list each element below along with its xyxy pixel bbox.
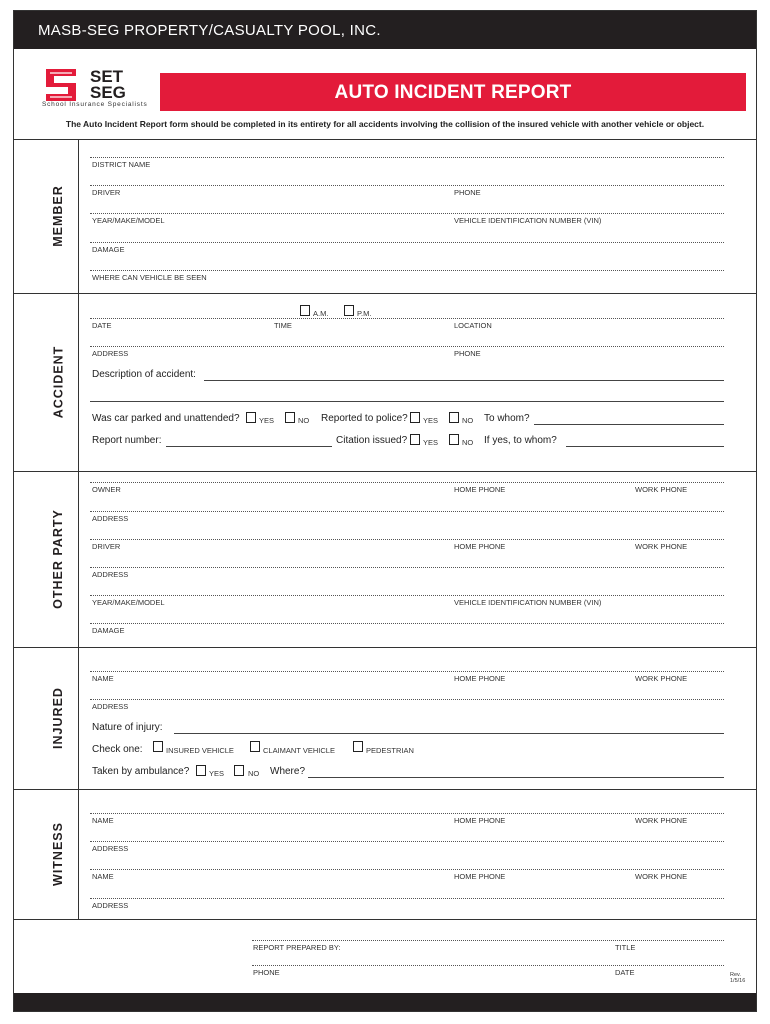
- pedestrian-label: PEDESTRIAN: [366, 746, 414, 755]
- section-label-accident: ACCIDENT: [51, 345, 65, 419]
- section-label-injured: INJURED: [51, 687, 65, 749]
- nature-of-injury-label: Nature of injury:: [92, 722, 163, 733]
- witness2-work-phone-label: WORK PHONE: [635, 872, 688, 881]
- if-yes-whom-line[interactable]: [566, 446, 724, 447]
- damage-label: DAMAGE: [92, 245, 125, 254]
- witness2-home-phone-label: HOME PHONE: [454, 872, 506, 881]
- citation-yes-label: YES: [423, 438, 439, 447]
- org-name: MASB-SEG PROPERTY/CASUALTY POOL, INC.: [38, 22, 381, 39]
- check-one-label: Check one:: [92, 744, 143, 755]
- logo-line2: SEG: [90, 83, 126, 102]
- nature-of-injury-line[interactable]: [174, 733, 724, 734]
- witness1-address-line[interactable]: [90, 841, 724, 842]
- insured-vehicle-label: INSURED VEHICLE: [166, 746, 234, 755]
- accident-phone-label: PHONE: [454, 349, 481, 358]
- owner-address-label: ADDRESS: [92, 514, 129, 523]
- pm-checkbox[interactable]: [344, 305, 354, 316]
- time-label: TIME: [274, 321, 292, 330]
- owner-work-phone-label: WORK PHONE: [635, 485, 688, 494]
- prepared-phone-label: PHONE: [253, 968, 280, 977]
- ambulance-yes-checkbox[interactable]: [196, 765, 206, 776]
- other-year-make-model-line[interactable]: [90, 595, 724, 596]
- description-line-2[interactable]: [90, 401, 724, 402]
- parked-yes-label: YES: [259, 416, 275, 425]
- prepared-date-label: DATE: [615, 968, 635, 977]
- to-whom-label: To whom?: [484, 413, 530, 424]
- year-make-model-line[interactable]: [90, 213, 724, 214]
- section-divider: [14, 293, 756, 294]
- section-divider: [14, 647, 756, 648]
- revision-note: Rev. 1/5/16: [730, 972, 746, 984]
- injured-address-label: ADDRESS: [92, 702, 129, 711]
- pedestrian-checkbox[interactable]: [353, 741, 363, 752]
- section-label-other-party: OTHER PARTY: [51, 509, 66, 609]
- prepared-title-label: TITLE: [615, 943, 636, 952]
- section-divider: [14, 789, 756, 790]
- pm-label: P.M.: [357, 309, 372, 318]
- ambulance-no-label: NO: [248, 769, 260, 778]
- other-driver-address-label: ADDRESS: [92, 570, 129, 579]
- header-bar: [14, 11, 756, 49]
- reported-no-checkbox[interactable]: [449, 412, 459, 423]
- phone-label: PHONE: [454, 188, 481, 197]
- claimant-vehicle-checkbox[interactable]: [250, 741, 260, 752]
- section-divider: [14, 471, 756, 472]
- to-whom-line[interactable]: [534, 424, 724, 425]
- witness1-work-phone-label: WORK PHONE: [635, 816, 688, 825]
- where-seen-line[interactable]: [90, 270, 724, 271]
- injured-name-line[interactable]: [90, 671, 724, 672]
- parked-yes-checkbox[interactable]: [246, 412, 256, 423]
- parked-no-checkbox[interactable]: [285, 412, 295, 423]
- injured-home-phone-label: HOME PHONE: [454, 674, 506, 683]
- footer-bar: [14, 993, 756, 1011]
- witness2-address-label: ADDRESS: [92, 901, 129, 910]
- citation-no-checkbox[interactable]: [449, 434, 459, 445]
- other-damage-line[interactable]: [90, 623, 724, 624]
- witness2-name-line[interactable]: [90, 869, 724, 870]
- section-label-witness: WITNESS: [51, 822, 66, 886]
- prepared-by-label: REPORT PREPARED BY:: [253, 943, 341, 952]
- ambulance-no-checkbox[interactable]: [234, 765, 244, 776]
- injured-work-phone-label: WORK PHONE: [635, 674, 688, 683]
- citation-yes-checkbox[interactable]: [410, 434, 420, 445]
- owner-label: OWNER: [92, 485, 121, 494]
- title-bar: [160, 73, 746, 111]
- insured-vehicle-checkbox[interactable]: [153, 741, 163, 752]
- logo-line1: SET: [90, 67, 124, 86]
- other-year-make-model-label: YEAR/MAKE/MODEL: [92, 598, 165, 607]
- other-driver-address-line[interactable]: [90, 567, 724, 568]
- reported-yes-label: YES: [423, 416, 439, 425]
- am-checkbox[interactable]: [300, 305, 310, 316]
- other-vin-label: VEHICLE IDENTIFICATION NUMBER (VIN): [454, 598, 602, 607]
- date-label: DATE: [92, 321, 112, 330]
- witness1-home-phone-label: HOME PHONE: [454, 816, 506, 825]
- accident-address-line[interactable]: [90, 346, 724, 347]
- driver-label: DRIVER: [92, 188, 121, 197]
- column-divider: [78, 139, 79, 919]
- logo-tagline: School Insurance Specialists: [42, 101, 148, 108]
- section-divider: [14, 139, 756, 140]
- prepared-by-line[interactable]: [252, 940, 724, 941]
- witness1-name-label: NAME: [92, 816, 114, 825]
- vin-label: VEHICLE IDENTIFICATION NUMBER (VIN): [454, 216, 602, 225]
- other-driver-line[interactable]: [90, 539, 724, 540]
- witness1-address-label: ADDRESS: [92, 844, 129, 853]
- other-driver-home-phone-label: HOME PHONE: [454, 542, 506, 551]
- parked-question: Was car parked and unattended?: [92, 413, 240, 424]
- location-label: LOCATION: [454, 321, 492, 330]
- form-intro: The Auto Incident Report form should be completed in its entirety for all accidents involving the collision of the insured vehicle with another vehicle or object.: [65, 119, 705, 129]
- other-damage-label: DAMAGE: [92, 626, 125, 635]
- report-number-label: Report number:: [92, 435, 162, 446]
- report-number-line[interactable]: [166, 446, 332, 447]
- description-label: Description of accident:: [92, 369, 196, 380]
- year-make-model-label: YEAR/MAKE/MODEL: [92, 216, 165, 225]
- district-name-line[interactable]: [90, 157, 724, 158]
- accident-address-label: ADDRESS: [92, 349, 129, 358]
- parked-no-label: NO: [298, 416, 310, 425]
- citation-no-label: NO: [462, 438, 474, 447]
- district-name-label: DISTRICT NAME: [92, 160, 151, 169]
- injured-address-line[interactable]: [90, 699, 724, 700]
- section-divider: [14, 919, 756, 920]
- ambulance-question: Taken by ambulance?: [92, 766, 190, 777]
- am-label: A.M.: [313, 309, 329, 318]
- witness1-name-line[interactable]: [90, 813, 724, 814]
- witness2-address-line[interactable]: [90, 898, 724, 899]
- where-label: Where?: [270, 766, 306, 777]
- where-seen-label: WHERE CAN VEHICLE BE SEEN: [92, 273, 207, 282]
- where-line[interactable]: [308, 777, 724, 778]
- citation-question: Citation issued?: [336, 435, 408, 446]
- other-driver-work-phone-label: WORK PHONE: [635, 542, 688, 551]
- other-driver-label: DRIVER: [92, 542, 121, 551]
- form-page: [13, 10, 757, 1012]
- ambulance-yes-label: YES: [209, 769, 225, 778]
- prepared-phone-line[interactable]: [252, 965, 724, 966]
- date-time-location-line[interactable]: [90, 318, 724, 319]
- form-title: AUTO INCIDENT REPORT: [334, 82, 572, 103]
- owner-address-line[interactable]: [90, 511, 724, 512]
- reported-question: Reported to police?: [321, 413, 408, 424]
- damage-line[interactable]: [90, 242, 724, 243]
- owner-home-phone-label: HOME PHONE: [454, 485, 506, 494]
- section-label-member: MEMBER: [51, 185, 65, 247]
- reported-no-label: NO: [462, 416, 474, 425]
- driver-line[interactable]: [90, 185, 724, 186]
- description-line[interactable]: [204, 380, 724, 381]
- owner-line[interactable]: [90, 482, 724, 483]
- injured-name-label: NAME: [92, 674, 114, 683]
- witness2-name-label: NAME: [92, 872, 114, 881]
- if-yes-whom-label: If yes, to whom?: [484, 435, 557, 446]
- reported-yes-checkbox[interactable]: [410, 412, 420, 423]
- claimant-vehicle-label: CLAIMANT VEHICLE: [263, 746, 335, 755]
